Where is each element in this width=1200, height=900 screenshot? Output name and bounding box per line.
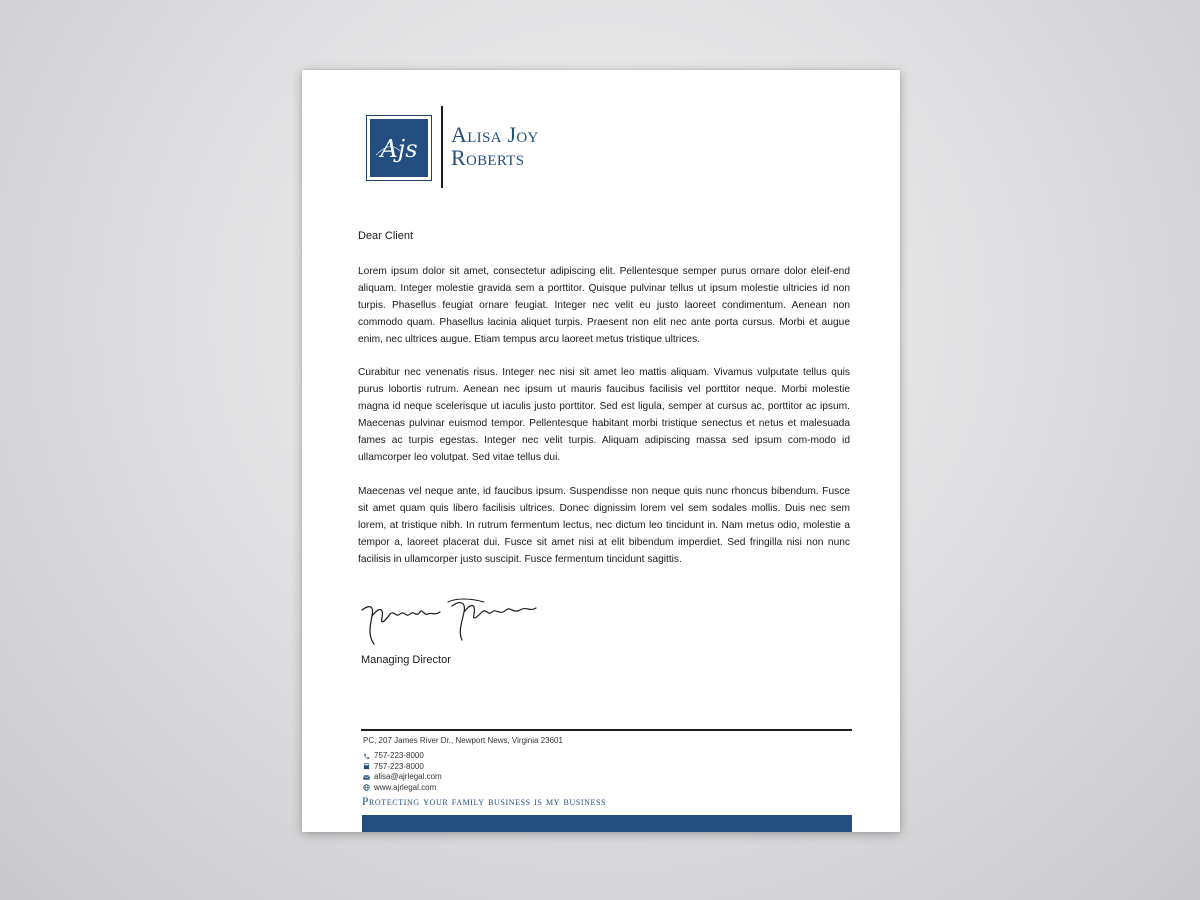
contact-phone-text: 757-223-8000 (374, 751, 424, 760)
footer-address: PC, 207 James River Dr., Newport News, Virginia 23601 (363, 736, 563, 745)
signature-graphic (360, 596, 550, 648)
monogram-text: Ajs (380, 135, 418, 163)
brand-name (451, 123, 651, 169)
paragraph-3: Maecenas vel neque ante, id faucibus ipsum. Suspendisse non neque quis nunc rhoncus bibendum. Fusce sit amet quam quis libero facilisis ultrices. Donec dignissim lorem vel sem sodales mollis. Duis nec sem lorem, at tristique nibh. In rutrum fermentum lectus, nec dictum leo tincidunt in. Nam metus odio, molestie a tempor a, laoreet placerat dui. Fusce sit amet nisi at elit bibendum imperdiet. Sed fringilla nisi non nunc facilisis in ullamcorper justo suscipit. Fusce fermentum tincidunt sagittis. (358, 486, 850, 565)
phone-icon (363, 753, 370, 760)
monogram-icon (370, 119, 428, 177)
contact-website (363, 783, 442, 794)
globe-icon (363, 784, 370, 791)
signature (360, 596, 550, 653)
footer-contact (363, 751, 442, 793)
footer-color-bar (362, 815, 852, 832)
contact-website-text: www.ajrlegal.com (374, 782, 437, 792)
fax-icon (363, 763, 370, 770)
contact-fax (363, 762, 442, 773)
paragraph-2: Curabitur nec venenatis risus. Integer nec nisi sit amet leo mattis aliquam. Vivamus vulputate tellus quis purus lobortis rutrum. Aenean nec ipsum ut mauris faucibus facilisis vel porttitor neque. Morbi molestie magna id neque scelerisque ut iaculis justo porttitor. Sed est ligula, semper at cursus ac, porttitor ac ipsum. Maecenas pulvinar euismod tempor. Pellentesque habitant morbi tristique senectus et netus et malesuada fames ac turpis egestas. Integer nec velit turpis. Aliquam adipiscing massa sed ipsum com-modo id ullamcorper leo volutpat. Sed vitae tellus dui. (358, 367, 850, 463)
email-icon (363, 774, 370, 781)
contact-email-text: alisa@ajrlegal.com (374, 772, 442, 781)
logo-divider (441, 106, 443, 188)
logo-square (370, 119, 428, 177)
paragraph-1: Lorem ipsum dolor sit amet, consectetur adipiscing elit. Pellentesque semper purus ornare dolor eleif-end aliquam. Integer molestie gravida sem a porttitor. Quisque pulvinar tellus ut ipsum molestie ultricies id non turpis. Phasellus feugiat ornare feugiat. Integer nec velit eu justo laoreet condimentum. Aenean non commodo quam. Phasellus lacinia aliquet turpis. Praesent non elit nec ante porta cursus. Morbi et augue enim, nec ultrices augue. Etiam tempus arcu laoreet metus tristique ultrices. (358, 266, 850, 345)
salutation: Dear Client (358, 230, 414, 242)
brand-name-line2: Roberts (451, 145, 525, 170)
footer-tagline: Protecting your family business is my business (362, 796, 607, 808)
contact-phone (363, 751, 442, 762)
signature-title: Managing Director (361, 654, 451, 666)
footer-divider (361, 729, 852, 731)
logo-monogram (366, 115, 432, 181)
contact-email (363, 772, 442, 783)
contact-fax-text: 757-223-8000 (374, 761, 424, 771)
letterhead-page (302, 70, 900, 832)
brand-name-line1: Alisa Joy (451, 122, 539, 147)
